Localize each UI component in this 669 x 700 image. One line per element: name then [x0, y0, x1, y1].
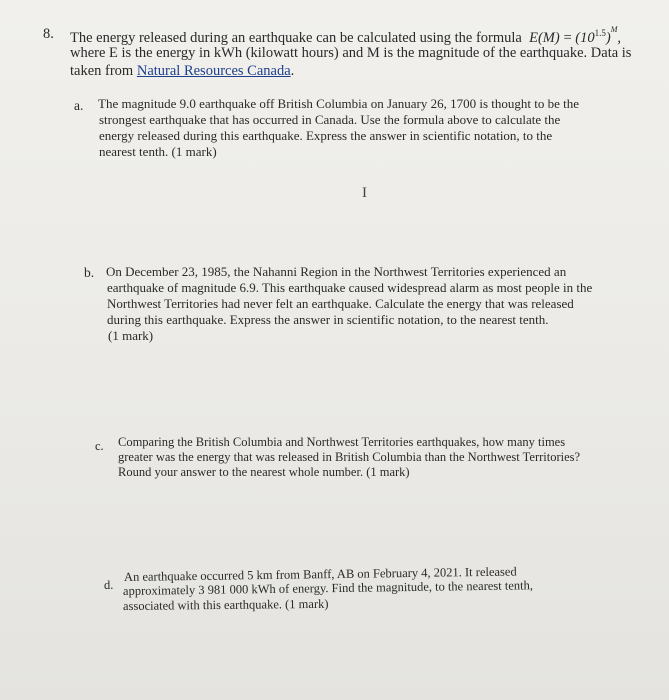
part-a-line: energy released during this earthquake. Express the answer in scientific notation, to the: [99, 128, 553, 143]
part-d-line: approximately 3 981 000 kWh of energy. Find the magnitude, to the nearest tenth,: [122, 578, 534, 598]
part-a-line: strongest earthquake that has occurred in Canada. Use the formula above to calculate the: [99, 112, 561, 127]
part-d-line: associated with this earthquake. (1 mark): [122, 596, 329, 613]
part-a-line: nearest tenth. (1 mark): [99, 144, 217, 159]
question-intro-line-2: where E is the energy in kWh (kilowatt hours) and M is the magnitude of the earthquake. Data is: [70, 45, 632, 61]
question-intro-line-1: [70, 26, 621, 46]
part-c-letter: c.: [95, 439, 104, 453]
text-cursor-icon: I: [362, 185, 367, 201]
energy-formula: $E(M) = (10^{1.5})^M$,: [525, 25, 622, 46]
part-b-letter: b.: [84, 265, 95, 280]
question-intro-line-3: [70, 64, 294, 79]
part-b-line: Northwest Territories had never felt an earthquake. Calculate the energy that was released: [107, 296, 574, 311]
part-d-letter: d.: [104, 578, 114, 592]
part-d-line: An earthquake occurred 5 km from Banff, AB on February 4, 2021. It released: [123, 564, 517, 584]
part-a-line: The magnitude 9.0 earthquake off British Columbia on January 26, 1700 is thought to be the: [98, 96, 580, 111]
part-b-line: (1 mark): [108, 328, 154, 343]
intro-source-suffix: .: [290, 63, 295, 79]
part-a-letter: a.: [74, 98, 84, 113]
intro-text-1: The energy released during an earthquake can be calculated using the formula: [70, 30, 522, 46]
intro-source-prefix: taken from: [70, 63, 137, 79]
part-c-line: greater was the energy that was released in British Columbia than the Northwest Territories?: [118, 450, 581, 464]
part-c-line: Round your answer to the nearest whole number. (1 mark): [118, 465, 410, 479]
part-b-line: On December 23, 1985, the Nahanni Region in the Northwest Territories experienced an: [106, 264, 567, 279]
part-b-line: during this earthquake. Express the answer in scientific notation, to the nearest tenth.: [107, 312, 549, 327]
question-number: 8.: [43, 26, 54, 42]
natural-resources-canada-link[interactable]: Natural Resources Canada: [136, 63, 291, 79]
part-b-line: earthquake of magnitude 6.9. This earthquake caused widespread alarm as most people in the: [107, 280, 593, 295]
part-c-line: Comparing the British Columbia and Northwest Territories earthquakes, how many times: [118, 435, 566, 449]
